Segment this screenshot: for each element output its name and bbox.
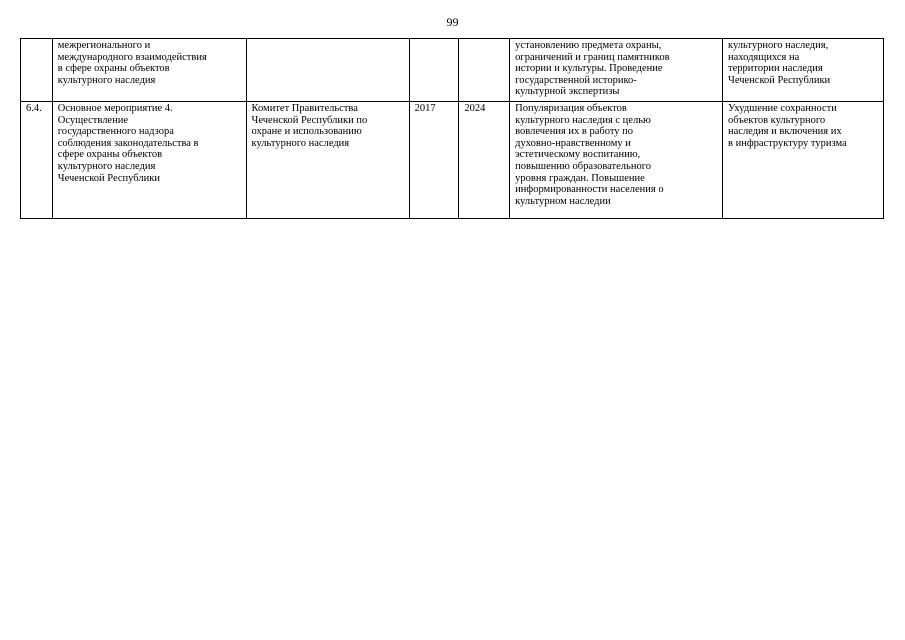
- executor-line: Чеченской Республики по: [251, 114, 368, 126]
- expected-result-line: ограничений и границ памятников: [515, 51, 670, 63]
- activity-name-line: в сфере охраны объектов: [57, 63, 170, 75]
- expected-result-cell: [510, 102, 723, 219]
- consequence-line: находящихся на: [728, 51, 800, 63]
- expected-result-line: информированности населения о: [515, 184, 664, 196]
- consequence-line: культурного наследия,: [728, 40, 829, 51]
- table-row: [21, 39, 884, 102]
- expected-result-line: культурной экспертизы: [515, 86, 620, 98]
- program-activities-table: [20, 38, 884, 219]
- expected-result-line: истории и культуры. Проведение: [515, 63, 663, 75]
- consequence-line: Ухудшение сохранности: [728, 103, 837, 114]
- expected-result-line: повышению образовательного: [515, 160, 651, 172]
- consequence-line: наследия и включения их: [728, 126, 842, 138]
- consequence-line: Чеченской Республики: [728, 74, 831, 86]
- executor-line: Комитет Правительства: [251, 103, 358, 114]
- activity-name-cell: [52, 102, 246, 219]
- activity-name-line: культурного наследия: [57, 160, 156, 172]
- start-year-cell: 2017: [409, 102, 459, 219]
- consequence-line: в инфраструктуру туризма: [728, 137, 847, 149]
- activity-name-line: Чеченской Республики: [57, 172, 160, 184]
- activity-name-cell: [52, 39, 246, 102]
- expected-result-line: духовно-нравственному и: [515, 137, 631, 149]
- expected-result-line: государственной историко-: [515, 74, 637, 86]
- expected-result-line: культурном наследии: [515, 195, 611, 207]
- executor-line: охране и использованию: [251, 126, 362, 138]
- expected-result-line: уровня граждан. Повышение: [515, 172, 645, 184]
- page-number: 99: [446, 15, 459, 29]
- expected-result-cell: [510, 39, 723, 102]
- expected-result-line: установлению предмета охраны,: [515, 40, 662, 51]
- activity-name-line: Основное мероприятие 4.: [57, 103, 173, 114]
- expected-result-line: культурного наследия с целью: [515, 114, 651, 126]
- executor-line: культурного наследия: [251, 137, 350, 149]
- consequence-line: объектов культурного: [728, 114, 826, 126]
- end-year-cell: 2024: [459, 102, 510, 219]
- activity-name-line: соблюдения законодательства в: [57, 137, 199, 149]
- activity-name-line: межрегионального и: [57, 40, 151, 51]
- start-year-cell: [409, 39, 459, 102]
- activity-name-line: международного взаимодействия: [57, 51, 207, 63]
- table-row: [21, 102, 884, 219]
- row-number-cell: [21, 39, 53, 102]
- row-number-cell: 6.4.: [21, 102, 53, 219]
- executor-cell: [246, 39, 409, 102]
- expected-result-line: эстетическому воспитанию,: [515, 149, 641, 161]
- consequence-cell: [723, 102, 884, 219]
- activity-name-line: сфере охраны объектов: [57, 149, 163, 161]
- expected-result-line: Популяризация объектов: [515, 103, 627, 114]
- activity-name-line: государственного надзора: [57, 126, 174, 138]
- consequence-line: территории наследия: [728, 63, 823, 75]
- executor-cell: [246, 102, 409, 219]
- end-year-cell: [459, 39, 510, 102]
- activity-name-line: Осуществление: [57, 114, 128, 126]
- expected-result-line: вовлечения их в работу по: [515, 126, 634, 138]
- consequence-cell: [723, 39, 884, 102]
- activity-name-line: культурного наследия: [57, 74, 156, 86]
